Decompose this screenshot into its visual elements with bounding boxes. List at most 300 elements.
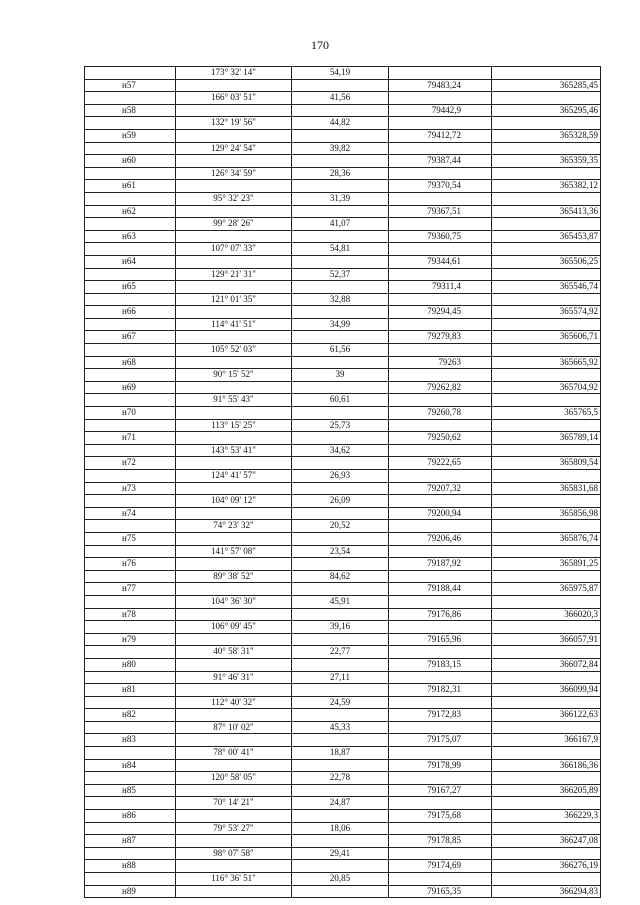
point-cell [85, 444, 176, 457]
distance-cell: 34,62 [292, 444, 389, 457]
point-cell: н81 [85, 684, 176, 697]
distance-cell [292, 331, 389, 344]
table-row [85, 822, 601, 835]
point-cell [85, 318, 176, 331]
x-coordinate-cell: 79412,72 [389, 129, 492, 142]
angle-cell: 105° 52' 03" [176, 344, 292, 357]
angle-cell: 98° 07' 58" [176, 847, 292, 860]
table-row [85, 369, 601, 382]
x-coordinate-cell [389, 696, 492, 709]
y-coordinate-cell [492, 218, 601, 231]
table-row [85, 558, 601, 571]
point-cell: н73 [85, 482, 176, 495]
point-cell: н59 [85, 129, 176, 142]
x-coordinate-cell [389, 646, 492, 659]
x-coordinate-cell [389, 142, 492, 155]
angle-cell: 120° 58' 05" [176, 772, 292, 785]
distance-cell [292, 205, 389, 218]
x-coordinate-cell [389, 394, 492, 407]
table-row [85, 759, 601, 772]
angle-cell [176, 129, 292, 142]
point-cell: н71 [85, 432, 176, 445]
x-coordinate-cell [389, 545, 492, 558]
distance-cell: 41,56 [292, 92, 389, 105]
distance-cell: 44,82 [292, 117, 389, 130]
y-coordinate-cell [492, 470, 601, 483]
point-cell [85, 495, 176, 508]
table-row [85, 381, 601, 394]
x-coordinate-cell: 79188,44 [389, 583, 492, 596]
angle-cell [176, 709, 292, 722]
y-coordinate-cell: 365359,35 [492, 155, 601, 168]
table-row [85, 180, 601, 193]
angle-cell: 104° 09' 12" [176, 495, 292, 508]
x-coordinate-cell: 79250,62 [389, 432, 492, 445]
point-cell [85, 595, 176, 608]
y-coordinate-cell [492, 394, 601, 407]
point-cell: н66 [85, 306, 176, 319]
point-cell: н64 [85, 255, 176, 268]
table-row [85, 344, 601, 357]
x-coordinate-cell [389, 344, 492, 357]
angle-cell: 90° 15' 52" [176, 369, 292, 382]
table-row [85, 281, 601, 294]
point-cell [85, 117, 176, 130]
point-cell: н65 [85, 281, 176, 294]
y-coordinate-cell: 365606,71 [492, 331, 601, 344]
y-coordinate-cell: 365789,14 [492, 432, 601, 445]
point-cell [85, 167, 176, 180]
angle-cell: 129° 21' 31" [176, 268, 292, 281]
angle-cell [176, 507, 292, 520]
x-coordinate-cell: 79187,92 [389, 558, 492, 571]
x-coordinate-cell [389, 444, 492, 457]
point-cell [85, 192, 176, 205]
angle-cell: 79° 53' 27" [176, 822, 292, 835]
table-row [85, 696, 601, 709]
angle-cell: 132° 19' 56" [176, 117, 292, 130]
angle-cell: 106° 09' 45" [176, 621, 292, 634]
point-cell [85, 67, 176, 80]
x-coordinate-cell [389, 92, 492, 105]
point-cell: н58 [85, 104, 176, 117]
distance-cell: 24,59 [292, 696, 389, 709]
distance-cell [292, 381, 389, 394]
y-coordinate-cell [492, 847, 601, 860]
y-coordinate-cell [492, 520, 601, 533]
point-cell [85, 369, 176, 382]
angle-cell: 91° 55' 43" [176, 394, 292, 407]
y-coordinate-cell: 365506,25 [492, 255, 601, 268]
point-cell [85, 646, 176, 659]
distance-cell [292, 104, 389, 117]
distance-cell [292, 684, 389, 697]
table-row [85, 117, 601, 130]
distance-cell: 61,56 [292, 344, 389, 357]
y-coordinate-cell: 366122,63 [492, 709, 601, 722]
x-coordinate-cell [389, 369, 492, 382]
angle-cell: 104° 36' 30" [176, 595, 292, 608]
point-cell [85, 243, 176, 256]
y-coordinate-cell: 365831,68 [492, 482, 601, 495]
x-coordinate-cell: 79207,32 [389, 482, 492, 495]
distance-cell [292, 432, 389, 445]
point-cell: н61 [85, 180, 176, 193]
angle-cell [176, 835, 292, 848]
distance-cell: 39,82 [292, 142, 389, 155]
x-coordinate-cell: 79183,15 [389, 658, 492, 671]
x-coordinate-cell: 79260,78 [389, 407, 492, 420]
table-row [85, 621, 601, 634]
table-row [85, 507, 601, 520]
angle-cell [176, 407, 292, 420]
y-coordinate-cell: 365382,12 [492, 180, 601, 193]
distance-cell: 20,52 [292, 520, 389, 533]
point-cell: н76 [85, 558, 176, 571]
table-row [85, 482, 601, 495]
y-coordinate-cell: 365809,54 [492, 457, 601, 470]
table-row [85, 847, 601, 860]
table-row [85, 419, 601, 432]
table-row [85, 268, 601, 281]
distance-cell: 54,19 [292, 67, 389, 80]
angle-cell [176, 432, 292, 445]
distance-cell: 24,87 [292, 797, 389, 810]
table-row [85, 155, 601, 168]
y-coordinate-cell [492, 444, 601, 457]
point-cell: н78 [85, 608, 176, 621]
x-coordinate-cell [389, 822, 492, 835]
point-cell [85, 747, 176, 760]
distance-cell [292, 79, 389, 92]
x-coordinate-cell [389, 243, 492, 256]
x-coordinate-cell: 79182,31 [389, 684, 492, 697]
x-coordinate-cell [389, 595, 492, 608]
coordinates-table [84, 66, 601, 898]
distance-cell: 34,99 [292, 318, 389, 331]
distance-cell [292, 558, 389, 571]
angle-cell: 87° 10' 02" [176, 721, 292, 734]
distance-cell [292, 583, 389, 596]
distance-cell [292, 255, 389, 268]
y-coordinate-cell: 366205,89 [492, 784, 601, 797]
table-row [85, 658, 601, 671]
angle-cell: 141° 57' 08" [176, 545, 292, 558]
y-coordinate-cell [492, 369, 601, 382]
angle-cell [176, 381, 292, 394]
distance-cell [292, 658, 389, 671]
point-cell: н89 [85, 885, 176, 898]
angle-cell [176, 734, 292, 747]
distance-cell: 31,39 [292, 192, 389, 205]
y-coordinate-cell [492, 873, 601, 886]
point-cell: н74 [85, 507, 176, 520]
y-coordinate-cell: 365328,59 [492, 129, 601, 142]
distance-cell: 18,87 [292, 747, 389, 760]
table-row [85, 860, 601, 873]
table-row [85, 67, 601, 80]
y-coordinate-cell [492, 822, 601, 835]
angle-cell [176, 759, 292, 772]
angle-cell [176, 532, 292, 545]
x-coordinate-cell [389, 495, 492, 508]
y-coordinate-cell [492, 67, 601, 80]
x-coordinate-cell: 79294,45 [389, 306, 492, 319]
table-row [85, 608, 601, 621]
table-row [85, 394, 601, 407]
point-cell: н77 [85, 583, 176, 596]
angle-cell [176, 482, 292, 495]
y-coordinate-cell: 366186,36 [492, 759, 601, 772]
angle-cell [176, 684, 292, 697]
y-coordinate-cell [492, 344, 601, 357]
distance-cell: 54,81 [292, 243, 389, 256]
distance-cell [292, 155, 389, 168]
angle-cell [176, 784, 292, 797]
y-coordinate-cell: 366229,3 [492, 810, 601, 823]
point-cell [85, 218, 176, 231]
angle-cell [176, 860, 292, 873]
angle-cell: 173° 32' 14" [176, 67, 292, 80]
point-cell [85, 721, 176, 734]
angle-cell [176, 608, 292, 621]
angle-cell: 121° 01' 35" [176, 293, 292, 306]
distance-cell [292, 180, 389, 193]
y-coordinate-cell [492, 772, 601, 785]
table-row [85, 129, 601, 142]
point-cell [85, 344, 176, 357]
table-row [85, 873, 601, 886]
table-row [85, 205, 601, 218]
angle-cell [176, 79, 292, 92]
table-row [85, 255, 601, 268]
y-coordinate-cell: 366057,91 [492, 633, 601, 646]
table-row [85, 356, 601, 369]
x-coordinate-cell: 79165,35 [389, 885, 492, 898]
angle-cell [176, 180, 292, 193]
table-row [85, 633, 601, 646]
distance-cell: 45,91 [292, 595, 389, 608]
angle-cell: 113° 15' 25" [176, 419, 292, 432]
y-coordinate-cell [492, 92, 601, 105]
table-row [85, 734, 601, 747]
table-row [85, 293, 601, 306]
angle-cell [176, 356, 292, 369]
y-coordinate-cell [492, 318, 601, 331]
distance-cell: 22,78 [292, 772, 389, 785]
y-coordinate-cell [492, 747, 601, 760]
distance-cell [292, 835, 389, 848]
angle-cell [176, 230, 292, 243]
x-coordinate-cell: 79483,24 [389, 79, 492, 92]
distance-cell: 41,07 [292, 218, 389, 231]
distance-cell: 52,37 [292, 268, 389, 281]
x-coordinate-cell: 79279,83 [389, 331, 492, 344]
x-coordinate-cell: 79176,86 [389, 608, 492, 621]
distance-cell: 29,41 [292, 847, 389, 860]
table-row [85, 331, 601, 344]
y-coordinate-cell: 365453,87 [492, 230, 601, 243]
table-row [85, 709, 601, 722]
angle-cell [176, 281, 292, 294]
y-coordinate-cell [492, 293, 601, 306]
x-coordinate-cell [389, 192, 492, 205]
y-coordinate-cell: 365856,98 [492, 507, 601, 520]
y-coordinate-cell: 365413,36 [492, 205, 601, 218]
table-row [85, 671, 601, 684]
distance-cell: 20,85 [292, 873, 389, 886]
angle-cell: 95° 32' 23" [176, 192, 292, 205]
point-cell: н85 [85, 784, 176, 797]
y-coordinate-cell [492, 696, 601, 709]
table-row [85, 495, 601, 508]
point-cell [85, 696, 176, 709]
table-row [85, 772, 601, 785]
y-coordinate-cell: 365975,87 [492, 583, 601, 596]
point-cell: н84 [85, 759, 176, 772]
y-coordinate-cell [492, 621, 601, 634]
table-row [85, 167, 601, 180]
angle-cell: 99° 28' 26" [176, 218, 292, 231]
x-coordinate-cell: 79172,83 [389, 709, 492, 722]
distance-cell [292, 885, 389, 898]
table-row [85, 784, 601, 797]
point-cell [85, 671, 176, 684]
x-coordinate-cell: 79263 [389, 356, 492, 369]
point-cell [85, 92, 176, 105]
y-coordinate-cell [492, 268, 601, 281]
angle-cell: 40° 58' 31" [176, 646, 292, 659]
distance-cell [292, 457, 389, 470]
coordinates-table-body [85, 67, 601, 898]
point-cell: н67 [85, 331, 176, 344]
table-row [85, 92, 601, 105]
y-coordinate-cell [492, 142, 601, 155]
distance-cell [292, 608, 389, 621]
y-coordinate-cell [492, 419, 601, 432]
distance-cell: 84,62 [292, 570, 389, 583]
table-row [85, 432, 601, 445]
distance-cell: 28,36 [292, 167, 389, 180]
angle-cell [176, 885, 292, 898]
distance-cell [292, 356, 389, 369]
y-coordinate-cell [492, 797, 601, 810]
x-coordinate-cell: 79165,96 [389, 633, 492, 646]
point-cell [85, 797, 176, 810]
point-cell [85, 822, 176, 835]
x-coordinate-cell [389, 218, 492, 231]
distance-cell [292, 784, 389, 797]
y-coordinate-cell: 365665,92 [492, 356, 601, 369]
y-coordinate-cell [492, 243, 601, 256]
point-cell: н83 [85, 734, 176, 747]
x-coordinate-cell [389, 117, 492, 130]
x-coordinate-cell: 79311,4 [389, 281, 492, 294]
distance-cell: 26,93 [292, 470, 389, 483]
x-coordinate-cell [389, 167, 492, 180]
page-number: 170 [311, 38, 329, 52]
y-coordinate-cell [492, 721, 601, 734]
table-row [85, 810, 601, 823]
point-cell [85, 419, 176, 432]
x-coordinate-cell [389, 318, 492, 331]
x-coordinate-cell: 79367,51 [389, 205, 492, 218]
point-cell: н72 [85, 457, 176, 470]
table-row [85, 885, 601, 898]
table-row [85, 721, 601, 734]
y-coordinate-cell: 366099,94 [492, 684, 601, 697]
angle-cell: 124° 41' 57" [176, 470, 292, 483]
table-row [85, 747, 601, 760]
point-cell: н70 [85, 407, 176, 420]
distance-cell: 27,11 [292, 671, 389, 684]
y-coordinate-cell: 366294,83 [492, 885, 601, 898]
distance-cell: 26,09 [292, 495, 389, 508]
angle-cell [176, 255, 292, 268]
x-coordinate-cell: 79175,68 [389, 810, 492, 823]
point-cell: н63 [85, 230, 176, 243]
distance-cell [292, 129, 389, 142]
x-coordinate-cell [389, 570, 492, 583]
angle-cell [176, 457, 292, 470]
point-cell [85, 142, 176, 155]
table-row [85, 444, 601, 457]
x-coordinate-cell [389, 671, 492, 684]
table-row [85, 79, 601, 92]
table-row [85, 583, 601, 596]
table-row [85, 218, 601, 231]
distance-cell [292, 709, 389, 722]
distance-cell: 32,88 [292, 293, 389, 306]
distance-cell: 25,73 [292, 419, 389, 432]
table-row [85, 318, 601, 331]
point-cell: н68 [85, 356, 176, 369]
y-coordinate-cell: 365285,45 [492, 79, 601, 92]
distance-cell [292, 860, 389, 873]
angle-cell [176, 810, 292, 823]
point-cell [85, 873, 176, 886]
angle-cell [176, 583, 292, 596]
point-cell [85, 570, 176, 583]
distance-cell: 60,61 [292, 394, 389, 407]
x-coordinate-cell: 79222,65 [389, 457, 492, 470]
table-row [85, 142, 601, 155]
distance-cell [292, 281, 389, 294]
x-coordinate-cell [389, 621, 492, 634]
distance-cell [292, 482, 389, 495]
point-cell: н75 [85, 532, 176, 545]
table-row [85, 230, 601, 243]
y-coordinate-cell [492, 671, 601, 684]
point-cell: н88 [85, 860, 176, 873]
x-coordinate-cell [389, 520, 492, 533]
distance-cell [292, 306, 389, 319]
table-row [85, 407, 601, 420]
distance-cell [292, 633, 389, 646]
point-cell: н80 [85, 658, 176, 671]
point-cell [85, 847, 176, 860]
point-cell [85, 772, 176, 785]
angle-cell [176, 155, 292, 168]
table-row [85, 646, 601, 659]
y-coordinate-cell: 366020,3 [492, 608, 601, 621]
y-coordinate-cell [492, 545, 601, 558]
y-coordinate-cell: 366247,08 [492, 835, 601, 848]
table-row [85, 470, 601, 483]
x-coordinate-cell [389, 721, 492, 734]
y-coordinate-cell [492, 646, 601, 659]
x-coordinate-cell: 79387,44 [389, 155, 492, 168]
